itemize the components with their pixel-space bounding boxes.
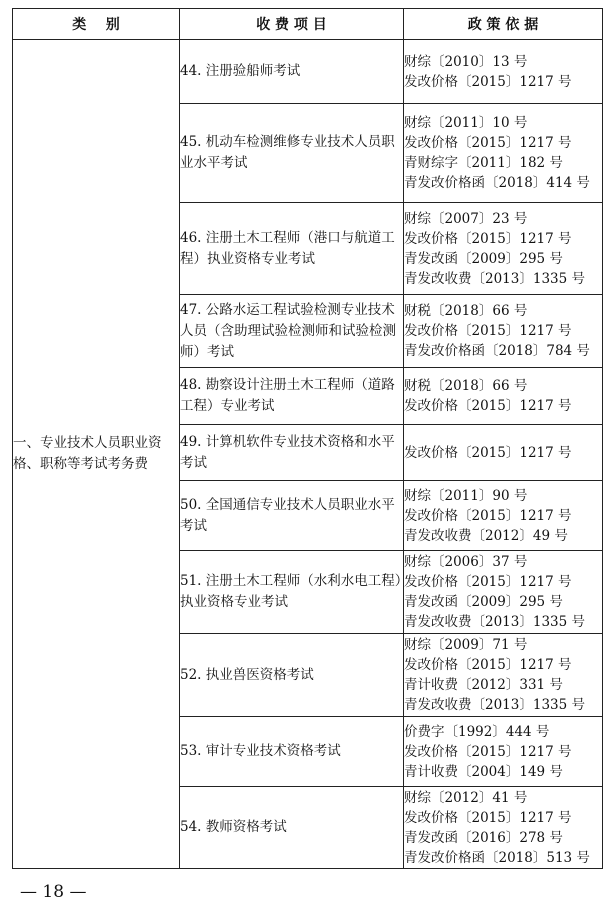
policy-cell [404, 203, 603, 295]
fee-item-cell: 51. 注册土木工程师（水利水电工程）执业资格专业考试 [180, 551, 404, 634]
fee-item-cell: 44. 注册验船师考试 [180, 40, 404, 104]
fee-item-cell: 54. 教师资格考试 [180, 787, 404, 869]
policy-cell [404, 104, 603, 203]
table-header-row [13, 9, 603, 40]
policy-reference: 青计收费〔2004〕149 号 [404, 763, 563, 780]
policy-cell [404, 425, 603, 481]
policy-reference: 财综〔2007〕23 号 [404, 210, 528, 227]
policy-reference: 财综〔2011〕90 号 [404, 487, 528, 504]
fee-item-cell: 53. 审计专业技术资格考试 [180, 717, 404, 787]
policy-reference: 青财综字〔2011〕182 号 [404, 155, 563, 171]
fee-item-cell: 45. 机动车检测维修专业技术人员职业水平考试 [180, 104, 404, 203]
policy-reference: 青计收费〔2012〕331 号 [404, 677, 563, 693]
policy-reference: 发改价格〔2015〕1217 号 [404, 398, 572, 414]
fee-table [12, 8, 603, 869]
fee-item-cell: 46. 注册土木工程师（港口与航道工程）执业资格专业考试 [180, 203, 404, 295]
table-row [13, 40, 603, 104]
category-cell: 一、专业技术人员职业资格、职称等考试考务费 [13, 40, 180, 869]
policy-cell [404, 40, 603, 104]
policy-reference: 财综〔2009〕71 号 [404, 637, 528, 653]
policy-reference: 发改价格〔2015〕1217 号 [404, 230, 572, 247]
fee-item-cell: 50. 全国通信专业技术人员职业水平考试 [180, 481, 404, 551]
fee-item-cell: 48. 勘察设计注册土木工程师（道路工程）专业考试 [180, 368, 404, 425]
policy-reference: 发改价格〔2015〕1217 号 [404, 809, 572, 826]
policy-reference: 发改价格〔2015〕1217 号 [404, 73, 572, 90]
fee-item-cell: 52. 执业兽医资格考试 [180, 634, 404, 717]
policy-reference: 青发改价格函〔2018〕513 号 [404, 849, 590, 866]
policy-reference: 发改价格〔2015〕1217 号 [404, 135, 572, 151]
policy-reference: 青发改价格函〔2018〕784 号 [404, 343, 590, 359]
policy-reference: 财税〔2018〕66 号 [404, 303, 528, 319]
policy-reference: 青发改收费〔2012〕49 号 [404, 527, 568, 544]
policy-reference: 青发改价格函〔2018〕414 号 [404, 175, 590, 191]
policy-reference: 发改价格〔2015〕1217 号 [404, 323, 572, 339]
policy-reference: 财税〔2018〕66 号 [404, 378, 528, 394]
header-category: 类 别 [13, 9, 180, 40]
policy-cell [404, 717, 603, 787]
policy-cell [404, 551, 603, 634]
policy-cell [404, 368, 603, 425]
policy-reference: 财综〔2011〕10 号 [404, 115, 528, 131]
policy-cell [404, 634, 603, 717]
policy-reference: 发改价格〔2015〕1217 号 [404, 657, 572, 673]
policy-reference: 青发改收费〔2013〕1335 号 [404, 270, 586, 287]
policy-cell [404, 481, 603, 551]
page-number: — 18 — [20, 882, 87, 902]
policy-reference: 青发改函〔2016〕278 号 [404, 829, 563, 846]
policy-reference: 发改价格〔2015〕1217 号 [404, 507, 572, 524]
fee-item-cell: 49. 计算机软件专业技术资格和水平考试 [180, 425, 404, 481]
policy-cell [404, 295, 603, 368]
policy-reference: 发改价格〔2015〕1217 号 [404, 444, 572, 461]
policy-reference: 青发改收费〔2013〕1335 号 [404, 614, 586, 630]
header-item: 收 费 项 目 [180, 9, 404, 40]
policy-reference: 发改价格〔2015〕1217 号 [404, 574, 572, 590]
policy-reference: 财综〔2012〕41 号 [404, 789, 528, 806]
policy-reference: 青发改收费〔2013〕1335 号 [404, 697, 586, 713]
policy-reference: 青发改函〔2009〕295 号 [404, 594, 563, 610]
policy-reference: 青发改函〔2009〕295 号 [404, 250, 563, 267]
fee-item-cell: 47. 公路水运工程试验检测专业技术人员（含助理试验检测师和试验检测师）考试 [180, 295, 404, 368]
policy-reference: 价费字〔1992〕444 号 [404, 723, 550, 740]
policy-cell [404, 787, 603, 869]
header-policy: 政 策 依 据 [404, 9, 603, 40]
policy-reference: 财综〔2006〕37 号 [404, 554, 528, 570]
table-body [13, 40, 603, 869]
policy-reference: 财综〔2010〕13 号 [404, 53, 528, 70]
policy-reference: 发改价格〔2015〕1217 号 [404, 743, 572, 760]
